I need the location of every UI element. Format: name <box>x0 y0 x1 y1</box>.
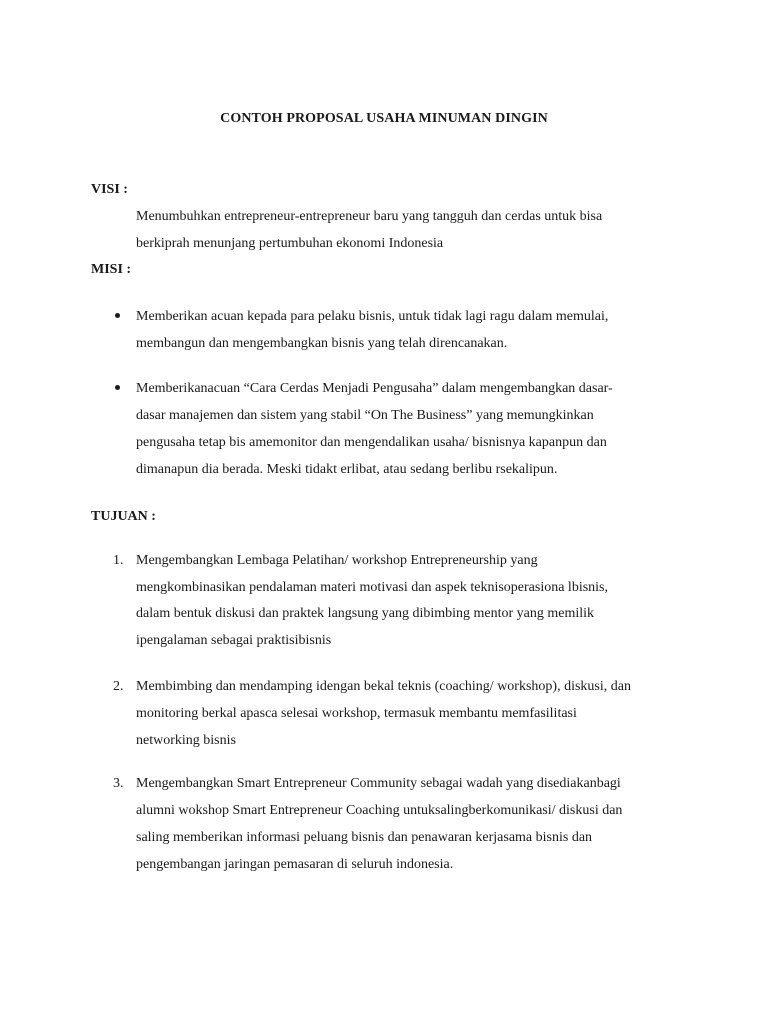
misi-item-line: pengusaha tetap bis amemonitor dan mengendalikan usaha/ bisnisnya kapanpun dan <box>136 435 607 450</box>
tujuan-item-line: Mengembangkan Lembaga Pelatihan/ workshop Entrepreneurship yang <box>136 553 538 568</box>
tujuan-item-line: saling memberikan informasi peluang bisnis dan penawaran kerjasama bisnis dan <box>136 830 593 845</box>
visi-line: Menumbuhkan entrepreneur-entrepreneur baru yang tangguh dan cerdas untuk bisa <box>136 209 603 224</box>
tujuan-item-line: mengkombinasikan pendalaman materi motivasi dan aspek teknisoperasiona lbisnis, <box>136 580 609 595</box>
tujuan-item-line: ipengalaman sebagai praktisibisnis <box>136 633 332 648</box>
tujuan-item-line: pengembangan jaringan pemasaran di seluruh indonesia. <box>136 857 454 872</box>
visi-heading: VISI : <box>91 182 128 197</box>
tujuan-item-line: alumni wokshop Smart Entrepreneur Coaching untuksalingberkomunikasi/ diskusi dan <box>136 803 623 818</box>
misi-heading: MISI : <box>91 262 132 277</box>
visi-line: berkiprah menunjang pertumbuhan ekonomi Indonesia <box>136 236 444 251</box>
misi-item-line: membangun dan mengembangkan bisnis yang telah direncanakan. <box>136 336 508 351</box>
misi-item-line: Memberikan acuan kepada para pelaku bisnis, untuk tidak lagi ragu dalam memulai, <box>136 309 609 324</box>
bullet-icon <box>115 385 120 390</box>
list-number: 1. <box>113 553 124 568</box>
misi-item-line: dimanapun dia berada. Meski tidakt erlibat, atau sedang berlibu rsekalipun. <box>136 462 558 477</box>
tujuan-item-line: Membimbing dan mendamping idengan bekal teknis (coaching/ workshop), diskusi, dan <box>136 679 631 694</box>
misi-item-line: Memberikanacuan “Cara Cerdas Menjadi Pengusaha” dalam mengembangkan dasar- <box>136 381 613 396</box>
misi-item-line: dasar manajemen dan sistem yang stabil “On The Business” yang memungkinkan <box>136 408 594 423</box>
tujuan-item-line: Mengembangkan Smart Entrepreneur Community sebagai wadah yang disediakanbagi <box>136 776 621 791</box>
bullet-icon <box>115 313 120 318</box>
tujuan-item-line: networking bisnis <box>136 733 236 748</box>
document-title: CONTOH PROPOSAL USAHA MINUMAN DINGIN <box>220 111 548 126</box>
list-number: 3. <box>113 776 124 791</box>
tujuan-item-line: monitoring berkal apasca selesai workshop, termasuk membantu memfasilitasi <box>136 706 577 721</box>
list-number: 2. <box>113 679 124 694</box>
tujuan-item-line: dalam bentuk diskusi dan praktek langsung yang dibimbing mentor yang memilik <box>136 606 595 621</box>
tujuan-heading: TUJUAN : <box>91 509 156 524</box>
